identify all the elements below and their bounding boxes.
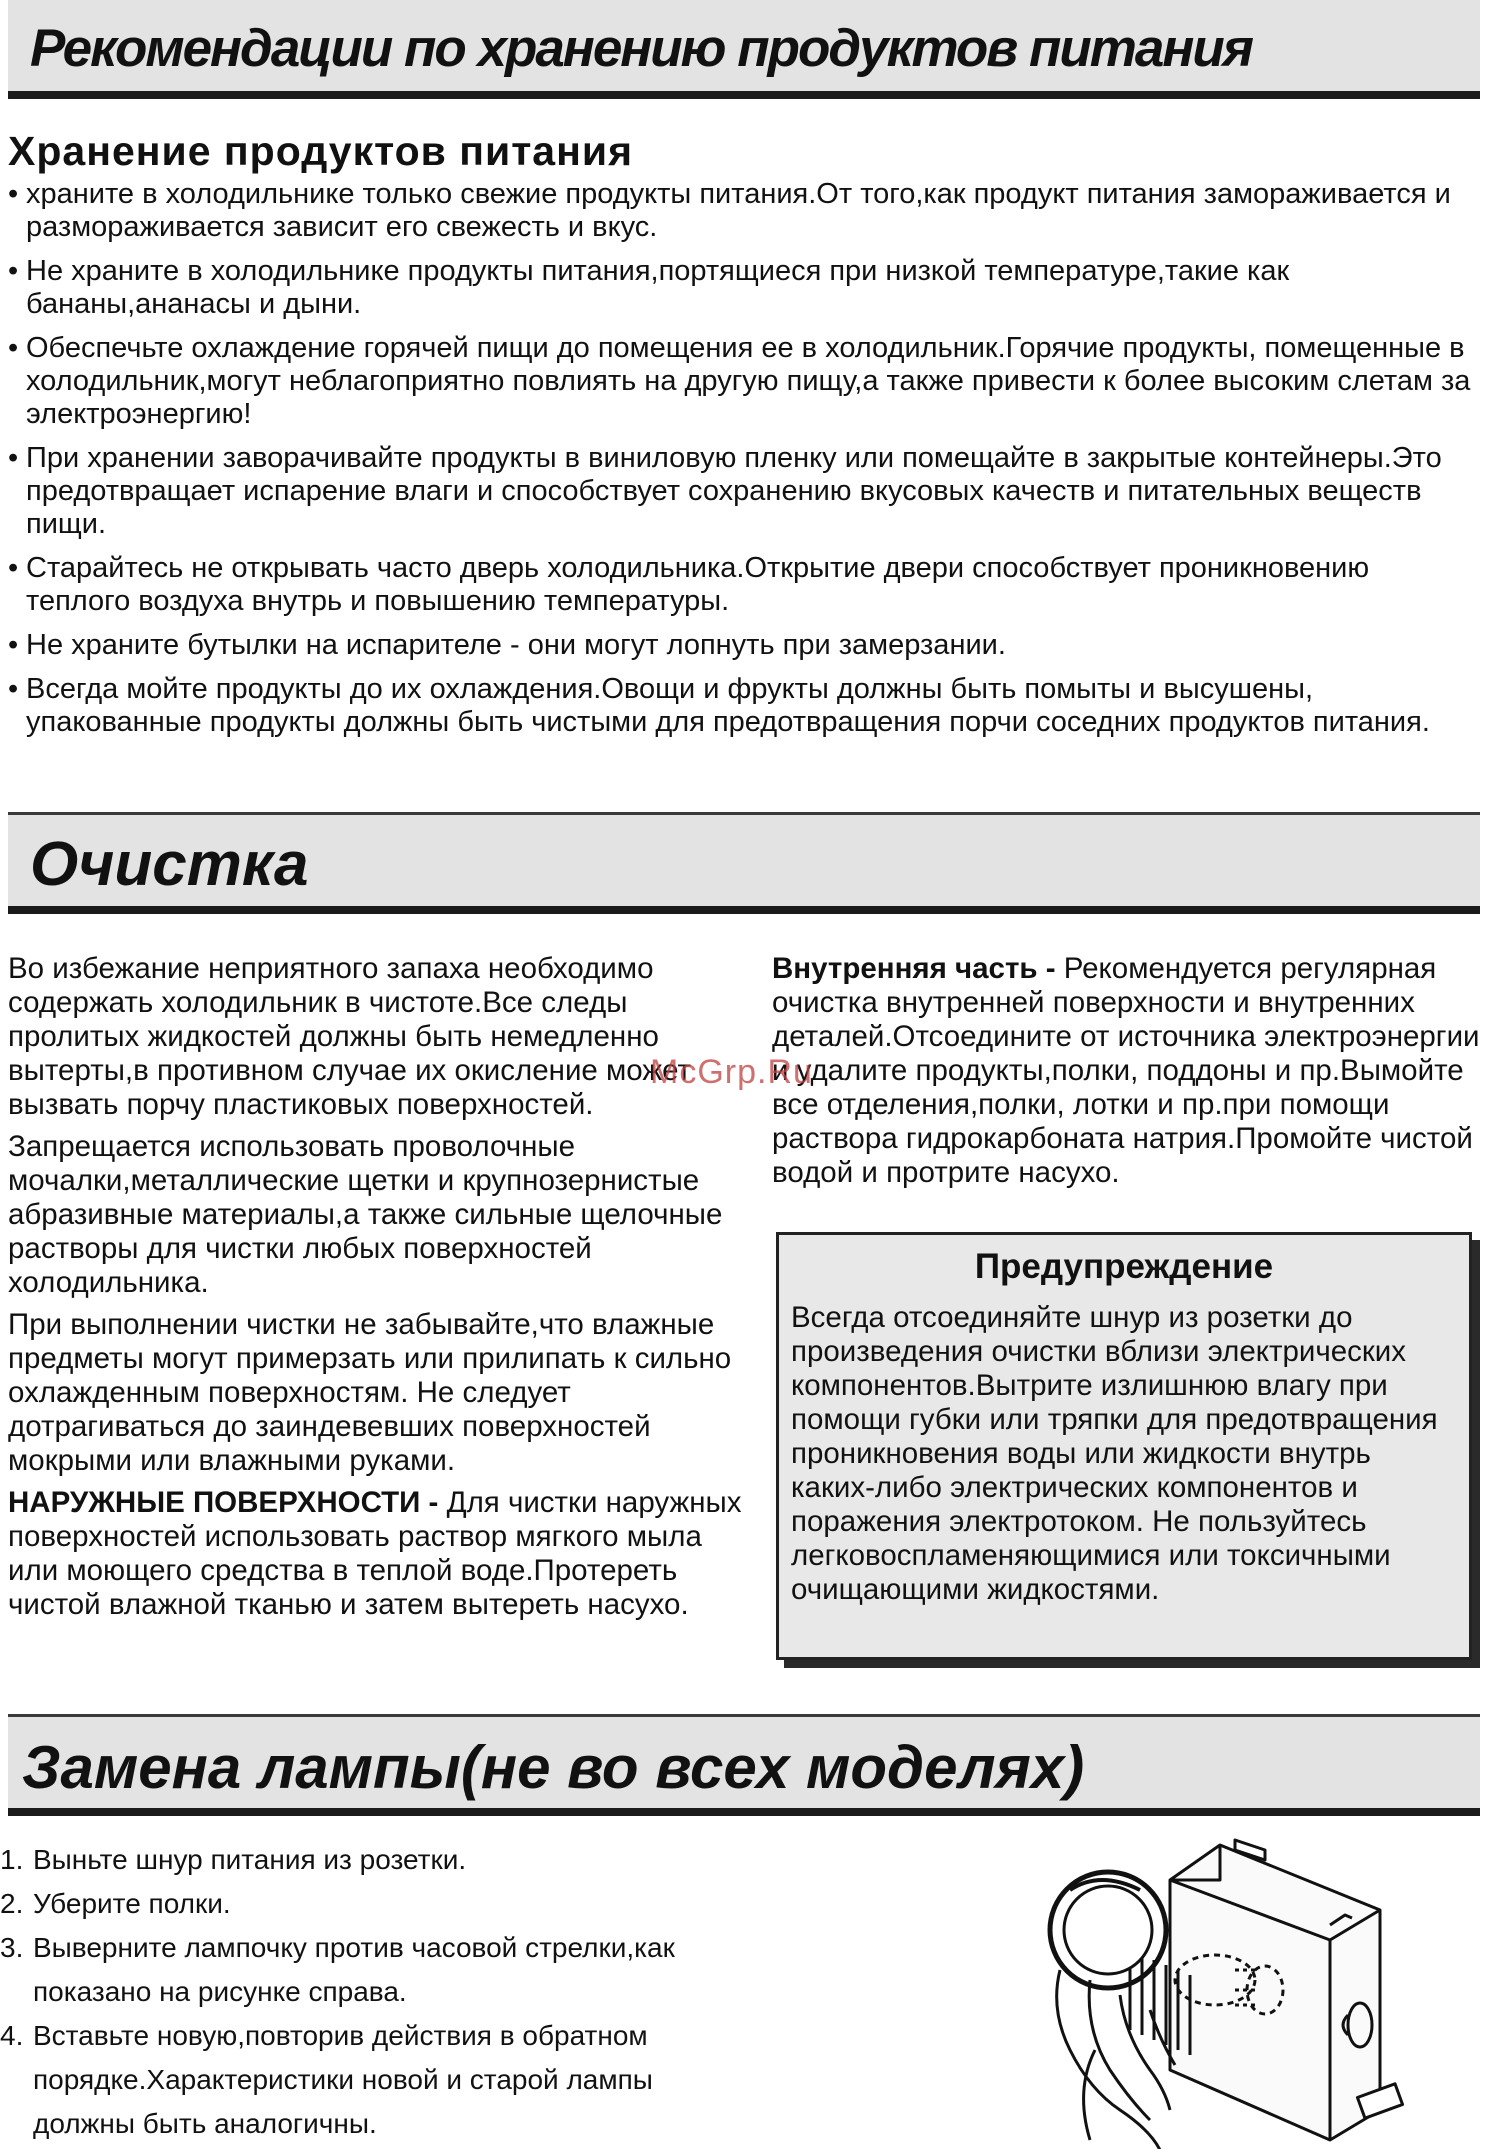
lamp-step (0, 1882, 760, 1926)
storage-heading: Хранение продуктов питания (8, 128, 634, 174)
step-number: 1. (0, 1844, 24, 1875)
step-text: Выверните лампочку против часовой стрелки,как показано на рисунке справа. (33, 1932, 675, 2007)
step-number: 2. (0, 1888, 24, 1919)
lamp-band (8, 1714, 1480, 1816)
step-text: Уберите полки. (33, 1888, 231, 1919)
cleaning-paragraph: При выполнении чистки не забывайте,что влажные предметы могут примерзать или прилипать к сильно охлажденным поверхностям. Не следует дотрагиваться до заиндевевших поверхностей мокрыми или влажными руками. (8, 1308, 732, 1477)
lamp-steps (0, 1838, 760, 2146)
interior-text: Рекомендуется регулярная очистка внутренней поверхности и внутренних деталей.Отсоедините от источника электроэнергии и удалите продукты,полки, поддоны и пр.Вымойте все отделения,полки, лотки и пр.при помощи раствора гидрокарбоната натрия.Промойте чистой водой и протрите насухо. (772, 952, 1480, 1189)
cleaning-paragraph: Во избежание неприятного запаха необходимо содержать холодильник в чистоте.Все следы пролитых жидкостей должны быть немедленно вытерты,в противном случае их окисление может вызвать порчу пластиковых поверхностей. (8, 952, 692, 1121)
cleaning-title: Очистка (30, 830, 309, 899)
exterior-label: НАРУЖНЫЕ ПОВЕРХНОСТИ - (8, 1486, 439, 1519)
lamp-step (0, 1838, 760, 1882)
warning-box (776, 1232, 1472, 1660)
storage-item: • Всегда мойте продукты до их охлаждения.Овощи и фрукты должны быть помыты и высушены, упакованные продукты должны быть чистыми для предотвращения порчи соседних продуктов питания. (8, 673, 1473, 739)
cleaning-paragraph: Запрещается использовать проволочные мочалки,металлические щетки и крупнозернистые абразивные материалы,а также сильные щелочные растворы для чистки любых поверхностей холодильника. (8, 1130, 723, 1299)
step-number: 4. (0, 2020, 24, 2051)
storage-list (8, 178, 1473, 750)
lamp-step (0, 1926, 760, 2014)
storage-item: • Не храните бутылки на испарителе - они могут лопнуть при замерзании. (8, 629, 1473, 662)
storage-item: • Старайтесь не открывать часто дверь холодильника.Открытие двери способствует проникновению теплого воздуха внутрь и повышению температуры. (8, 552, 1473, 618)
step-text: Вставьте новую,повторив действия в обратном порядке.Характеристики новой и старой лампы должны быть аналогичны. (33, 2020, 653, 2139)
warning-title: Предупреждение (974, 1247, 1274, 1286)
interior-label: Внутренняя часть - (772, 952, 1056, 985)
page-title: Рекомендации по хранению продуктов питания (30, 19, 1252, 78)
lamp-replacement-illustration (1030, 1820, 1460, 2149)
lamp-title: Замена лампы(не во всех моделях) (22, 1734, 1085, 1801)
step-text: Выньте шнур питания из розетки. (33, 1844, 467, 1875)
header-band (8, 0, 1480, 99)
warning-text: Всегда отсоединяйте шнур из розетки до произведения очистки вблизи электрических компонентов.Вытрите излишнюю влагу при помощи губки или тряпки для предотвращения проникновения воды или жидкости внутрь каких-либо электрических компонентов и поражения электротоком. Не пользуйтесь легковоспламеняющимися или токсичными очищающими жидкостями. (791, 1301, 1438, 1606)
cleaning-band (8, 812, 1480, 914)
interior-paragraph (772, 952, 1484, 1190)
storage-item: • храните в холодильнике только свежие продукты питания.От того,как продукт питания замораживается и размораживается зависит его свежесть и вкус. (8, 178, 1473, 244)
exterior-text: Для чистки наружных поверхностей использовать раствор мягкого мыла или моющего средства в теплой воде.Протереть чистой влажной тканью и затем вытереть насухо. (8, 1486, 742, 1621)
exterior-paragraph (8, 1486, 748, 1622)
cleaning-left-column (8, 952, 748, 1630)
watermark-text: McGrp.Ru (650, 1053, 813, 1091)
storage-item: • Не храните в холодильнике продукты питания,портящиеся при низкой температуре,такие как бананы,ананасы и дыни. (8, 255, 1473, 321)
step-number: 3. (0, 1932, 24, 1963)
cleaning-right-column (772, 952, 1484, 1198)
storage-item: • Обеспечьте охлаждение горячей пищи до помещения ее в холодильник.Горячие продукты, помещенные в холодильник,могут неблагоприятно повлиять на другую пищу,а также привести к более высоким слетам за электроэнергию! (8, 332, 1473, 431)
storage-item: • При хранении заворачивайте продукты в виниловую пленку или помещайте в закрытые контейнеры.Это предотвращает испарение влаги и способствует сохранению вкусовых качеств и питательных веществ пищи. (8, 442, 1473, 541)
lamp-step (0, 2014, 760, 2146)
